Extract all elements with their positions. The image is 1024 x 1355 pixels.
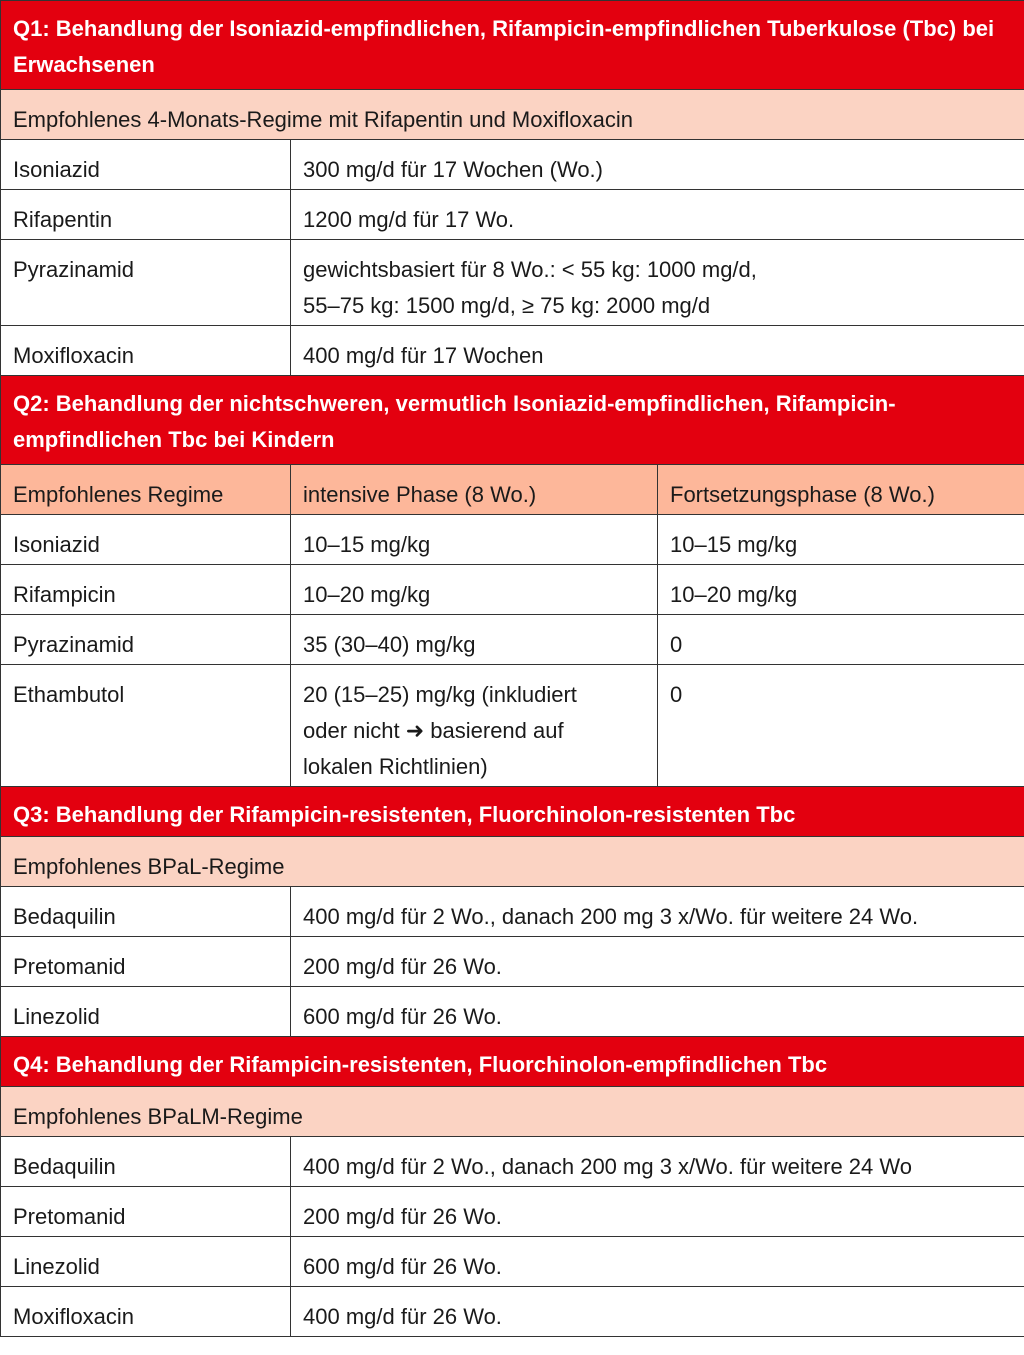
- dose-cell: 400 mg/d für 17 Wochen: [291, 326, 1024, 376]
- drug-cell: Bedaquilin: [1, 1137, 291, 1187]
- dose-cell: 200 mg/d für 26 Wo.: [291, 937, 1024, 987]
- drug-cell: Linezolid: [1, 987, 291, 1037]
- section-header-q2: Q2: Behandlung der nichtschweren, vermutlich Isoniazid-empfindlichen, Rifampicin-empfindlichen Tbc bei Kindern: [1, 376, 1024, 465]
- drug-cell: Bedaquilin: [1, 887, 291, 937]
- continuation-dose-cell: 10–20 mg/kg: [658, 565, 1024, 615]
- dose-cell: 400 mg/d für 2 Wo., danach 200 mg 3 x/Wo. für weitere 24 Wo: [291, 1137, 1024, 1187]
- drug-cell: Moxifloxacin: [1, 326, 291, 376]
- drug-cell: Isoniazid: [1, 515, 291, 565]
- dose-cell: gewichtsbasiert für 8 Wo.: < 55 kg: 1000 mg/d, 55–75 kg: 1500 mg/d, ≥ 75 kg: 2000 mg/d: [291, 240, 1024, 326]
- column-header-intensive: intensive Phase (8 Wo.): [291, 465, 658, 515]
- drug-cell: Rifapentin: [1, 190, 291, 240]
- drug-cell: Pretomanid: [1, 1187, 291, 1237]
- drug-cell: Isoniazid: [1, 140, 291, 190]
- drug-cell: Ethambutol: [1, 665, 291, 787]
- drug-cell: Pyrazinamid: [1, 615, 291, 665]
- intensive-dose-cell: 35 (30–40) mg/kg: [291, 615, 658, 665]
- drug-cell: Moxifloxacin: [1, 1287, 291, 1337]
- intensive-dose-cell: 20 (15–25) mg/kg (inkludiert oder nicht ➜ basierend auf lokalen Richtlinien): [291, 665, 658, 787]
- continuation-dose-cell: 0: [658, 615, 1024, 665]
- dose-cell: 400 mg/d für 2 Wo., danach 200 mg 3 x/Wo. für weitere 24 Wo.: [291, 887, 1024, 937]
- drug-cell: Linezolid: [1, 1237, 291, 1287]
- section-header-q4: Q4: Behandlung der Rifampicin-resistenten, Fluorchinolon-empfindlichen Tbc: [1, 1037, 1024, 1087]
- regimen-subheader-q4: Empfohlenes BPaLM-Regime: [1, 1087, 1024, 1137]
- continuation-dose-cell: 10–15 mg/kg: [658, 515, 1024, 565]
- dose-cell: 400 mg/d für 26 Wo.: [291, 1287, 1024, 1337]
- regimen-subheader-q3: Empfohlenes BPaL-Regime: [1, 837, 1024, 887]
- drug-cell: Rifampicin: [1, 565, 291, 615]
- section-header-q3: Q3: Behandlung der Rifampicin-resistenten, Fluorchinolon-resistenten Tbc: [1, 787, 1024, 837]
- continuation-dose-cell: 0: [658, 665, 1024, 787]
- column-header-continuation: Fortsetzungsphase (8 Wo.): [658, 465, 1024, 515]
- column-header-regimen: Empfohlenes Regime: [1, 465, 291, 515]
- intensive-dose-cell: 10–15 mg/kg: [291, 515, 658, 565]
- drug-cell: Pretomanid: [1, 937, 291, 987]
- dose-cell: 200 mg/d für 26 Wo.: [291, 1187, 1024, 1237]
- regimen-subheader-q1: Empfohlenes 4-Monats-Regime mit Rifapentin und Moxifloxacin: [1, 90, 1024, 140]
- dose-cell: 600 mg/d für 26 Wo.: [291, 987, 1024, 1037]
- dose-cell: 300 mg/d für 17 Wochen (Wo.): [291, 140, 1024, 190]
- dose-cell: 600 mg/d für 26 Wo.: [291, 1237, 1024, 1287]
- drug-cell: Pyrazinamid: [1, 240, 291, 326]
- dose-cell: 1200 mg/d für 17 Wo.: [291, 190, 1024, 240]
- section-header-q1: Q1: Behandlung der Isoniazid-empfindlichen, Rifampicin-empfindlichen Tuberkulose (Tbc) bei Erwachsenen: [1, 1, 1024, 90]
- intensive-dose-cell: 10–20 mg/kg: [291, 565, 658, 615]
